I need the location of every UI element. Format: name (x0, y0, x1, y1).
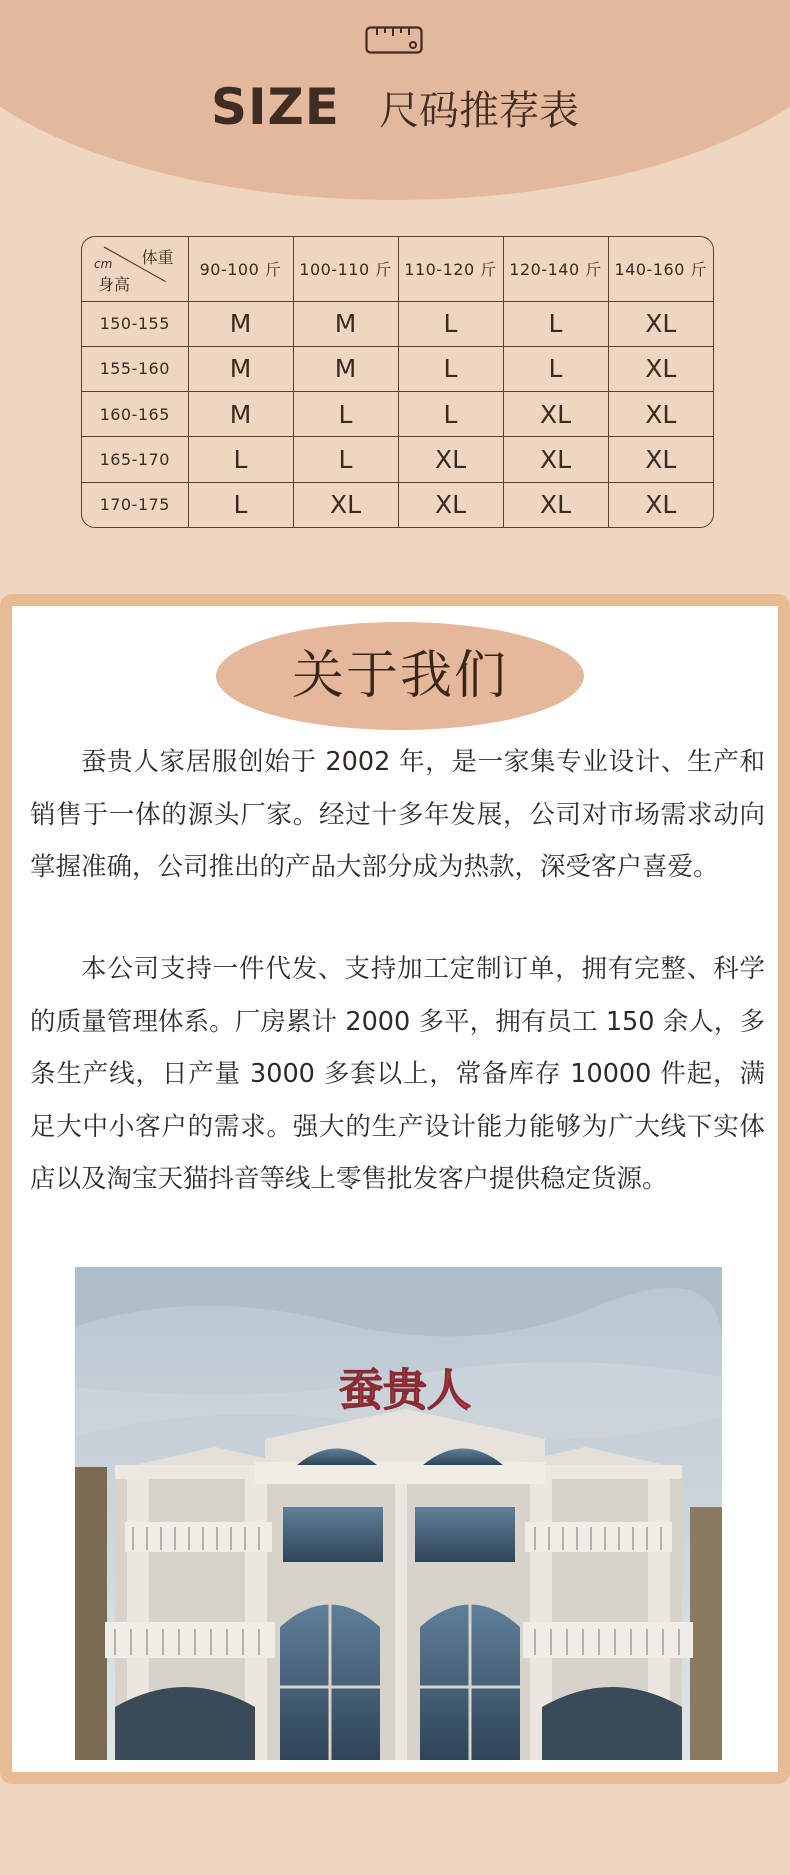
size-cell: XL (293, 482, 398, 527)
size-cell: XL (398, 437, 503, 482)
ruler-icon (365, 26, 423, 54)
weight-header: 90-100 斤 (188, 237, 293, 301)
page-title (0, 78, 790, 148)
size-cell: L (503, 301, 608, 346)
weight-header: 100-110 斤 (293, 237, 398, 301)
size-cell: XL (608, 437, 713, 482)
height-cell: 165-170 (82, 437, 188, 482)
height-cell: 170-175 (82, 482, 188, 527)
size-cell: XL (503, 437, 608, 482)
size-cell: L (398, 346, 503, 391)
size-cell: XL (503, 482, 608, 527)
size-cell: L (398, 301, 503, 346)
size-cell: L (503, 346, 608, 391)
weight-axis-label: 体重 (141, 248, 174, 267)
table-row (82, 346, 713, 391)
size-cell: M (188, 346, 293, 391)
company-building-photo (75, 1267, 722, 1760)
size-cell: L (293, 437, 398, 482)
building-sign-text: 蚕贵人 (339, 1365, 471, 1416)
size-cell: XL (608, 392, 713, 437)
height-cell: 150-155 (82, 301, 188, 346)
about-paragraph: 本公司支持一件代发、支持加工定制订单，拥有完整、科学的质量管理体系。厂房累计 2000 多平，拥有员工 150 余人，多条生产线，日产量 3000 多套以上，常备库存 10000 件起，满足大中小客户的需求。强大的生产设计能力能够为广大线下实体店以及淘宝天猫抖音等线上零售批发客户提供稳定货源。 (30, 954, 765, 1194)
size-cell: XL (608, 482, 713, 527)
title-en: SIZE (210, 78, 340, 136)
size-cell: M (293, 301, 398, 346)
size-cell: XL (503, 392, 608, 437)
table-row (82, 301, 713, 346)
size-chart-table (81, 236, 714, 528)
corner-cell (82, 237, 188, 301)
table-row (82, 392, 713, 437)
weight-header: 120-140 斤 (503, 237, 608, 301)
size-cell: M (293, 346, 398, 391)
table-header-row (82, 237, 713, 301)
height-cell: 155-160 (82, 346, 188, 391)
weight-header: 140-160 斤 (608, 237, 713, 301)
size-cell: XL (608, 346, 713, 391)
size-cell: L (188, 437, 293, 482)
about-title: 关于我们 (291, 646, 508, 706)
height-axis-label: 身高 (98, 274, 131, 294)
title-zh: 尺码推荐表 (379, 87, 580, 134)
size-cell: M (188, 392, 293, 437)
size-cell: L (398, 392, 503, 437)
height-cell: 160-165 (82, 392, 188, 437)
size-cell: L (188, 482, 293, 527)
size-cell: XL (608, 301, 713, 346)
about-paragraph: 蚕贵人家居服创始于 2002 年，是一家集专业设计、生产和销售于一体的源头厂家。经过十多年发展，公司对市场需求动向掌握准确，公司推出的产品大部分成为热款，深受客户喜爱。 (30, 747, 765, 882)
size-cell: XL (398, 482, 503, 527)
table-row (82, 482, 713, 527)
size-cell: L (293, 392, 398, 437)
unit-label: cm (94, 257, 113, 271)
table-row (82, 437, 713, 482)
weight-header: 110-120 斤 (398, 237, 503, 301)
size-cell: M (188, 301, 293, 346)
